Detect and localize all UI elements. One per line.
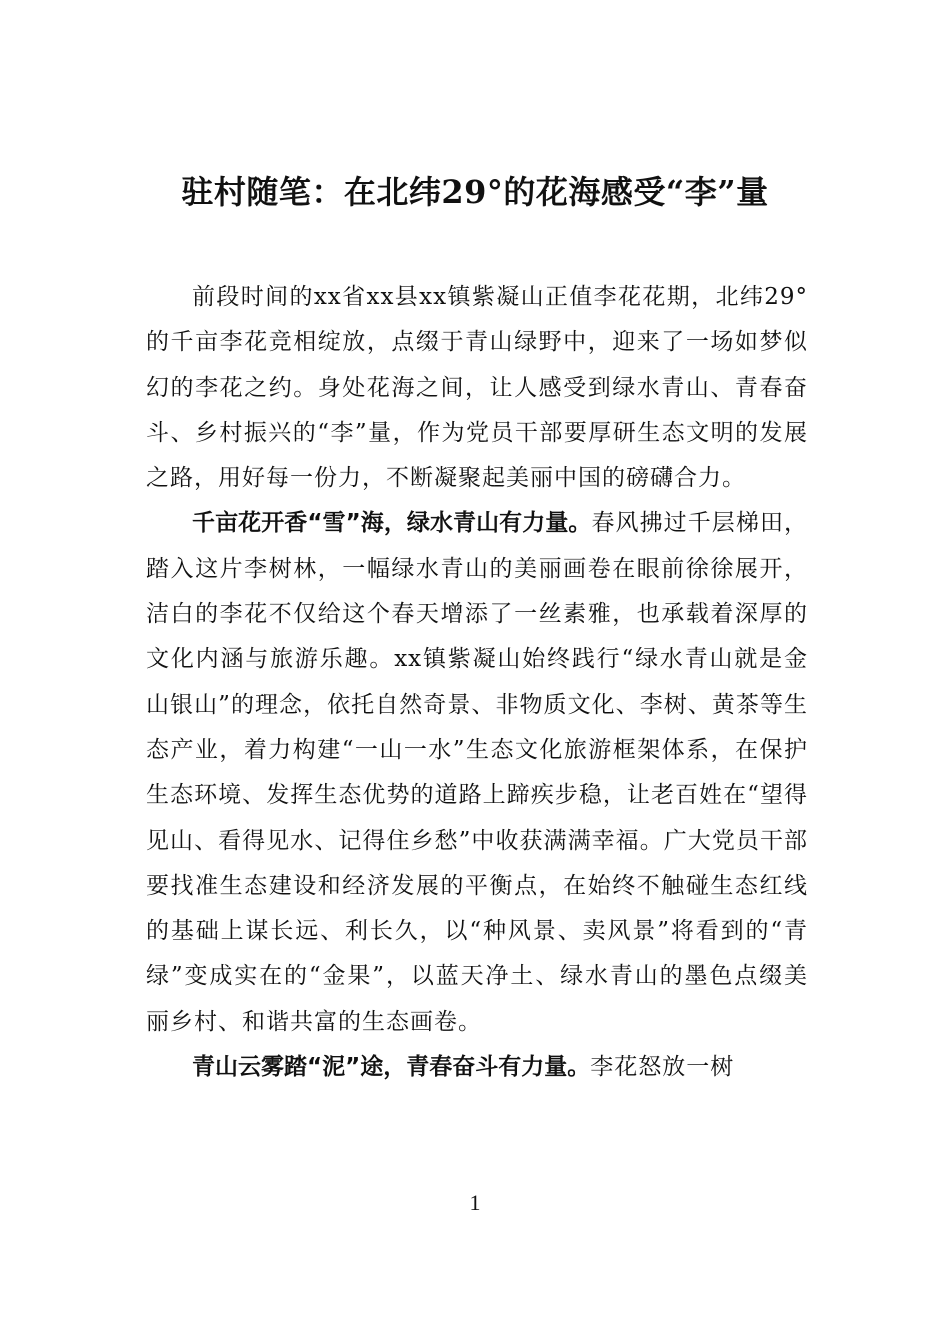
paragraph-lead-heading: 青山云雾踏“泥”途，青春奋斗有力量。 [192,1054,591,1081]
paragraph-youth-struggle [146,1045,808,1090]
article-title: 驻村随笔：在北纬29°的花海感受“李”量 [181,173,769,211]
paragraph-green-mountains [146,501,808,1045]
page-number: 1 [469,1190,481,1215]
paragraph-lead-heading: 千亩花开香“雪”海，绿水青山有力量。 [192,510,592,537]
article-body [146,275,808,1090]
paragraph-intro [146,275,808,501]
paragraph-text: 春风拂过千层梯田，踏入这片李树林，一幅绿水青山的美丽画卷在眼前徐徐展开，洁白的李花不仅给这个春天增添了一丝素雅，也承载着深厚的文化内涵与旅游乐趣。xx镇紫凝山始终践行“绿水青山就是金山银山”的理念，依托自然奇景、非物质文化、李树、黄茶等生态产业，着力构建“一山一水”生态文化旅游框架体系，在保护生态环境、发挥生态优势的道路上蹄疾步稳，让老百姓在“望得见山、看得见水、记得住乡愁”中收获满满幸福。广大党员干部要找准生态建设和经济发展的平衡点，在始终不触碰生态红线的基础上谋长远、利长久，以“种风景、卖风景”将看到的“青绿”变成实在的“金果”，以蓝天净土、绿水青山的墨色点缀美丽乡村、和谐共富的生态画卷。 [146,510,809,1035]
paragraph-text: 前段时间的xx省xx县xx镇紫凝山正值李花花期，北纬29°的千亩李花竞相绽放，点缀于青山绿野中，迎来了一场如梦似幻的李花之约。身处花海之间，让人感受到绿水青山、青春奋斗、乡村振兴的“李”量，作为党员干部要厚研生态文明的发展之路，用好每一份力，不断凝聚起美丽中国的磅礴合力。 [146,284,808,492]
paragraph-text: 李花怒放一树 [590,1054,735,1081]
